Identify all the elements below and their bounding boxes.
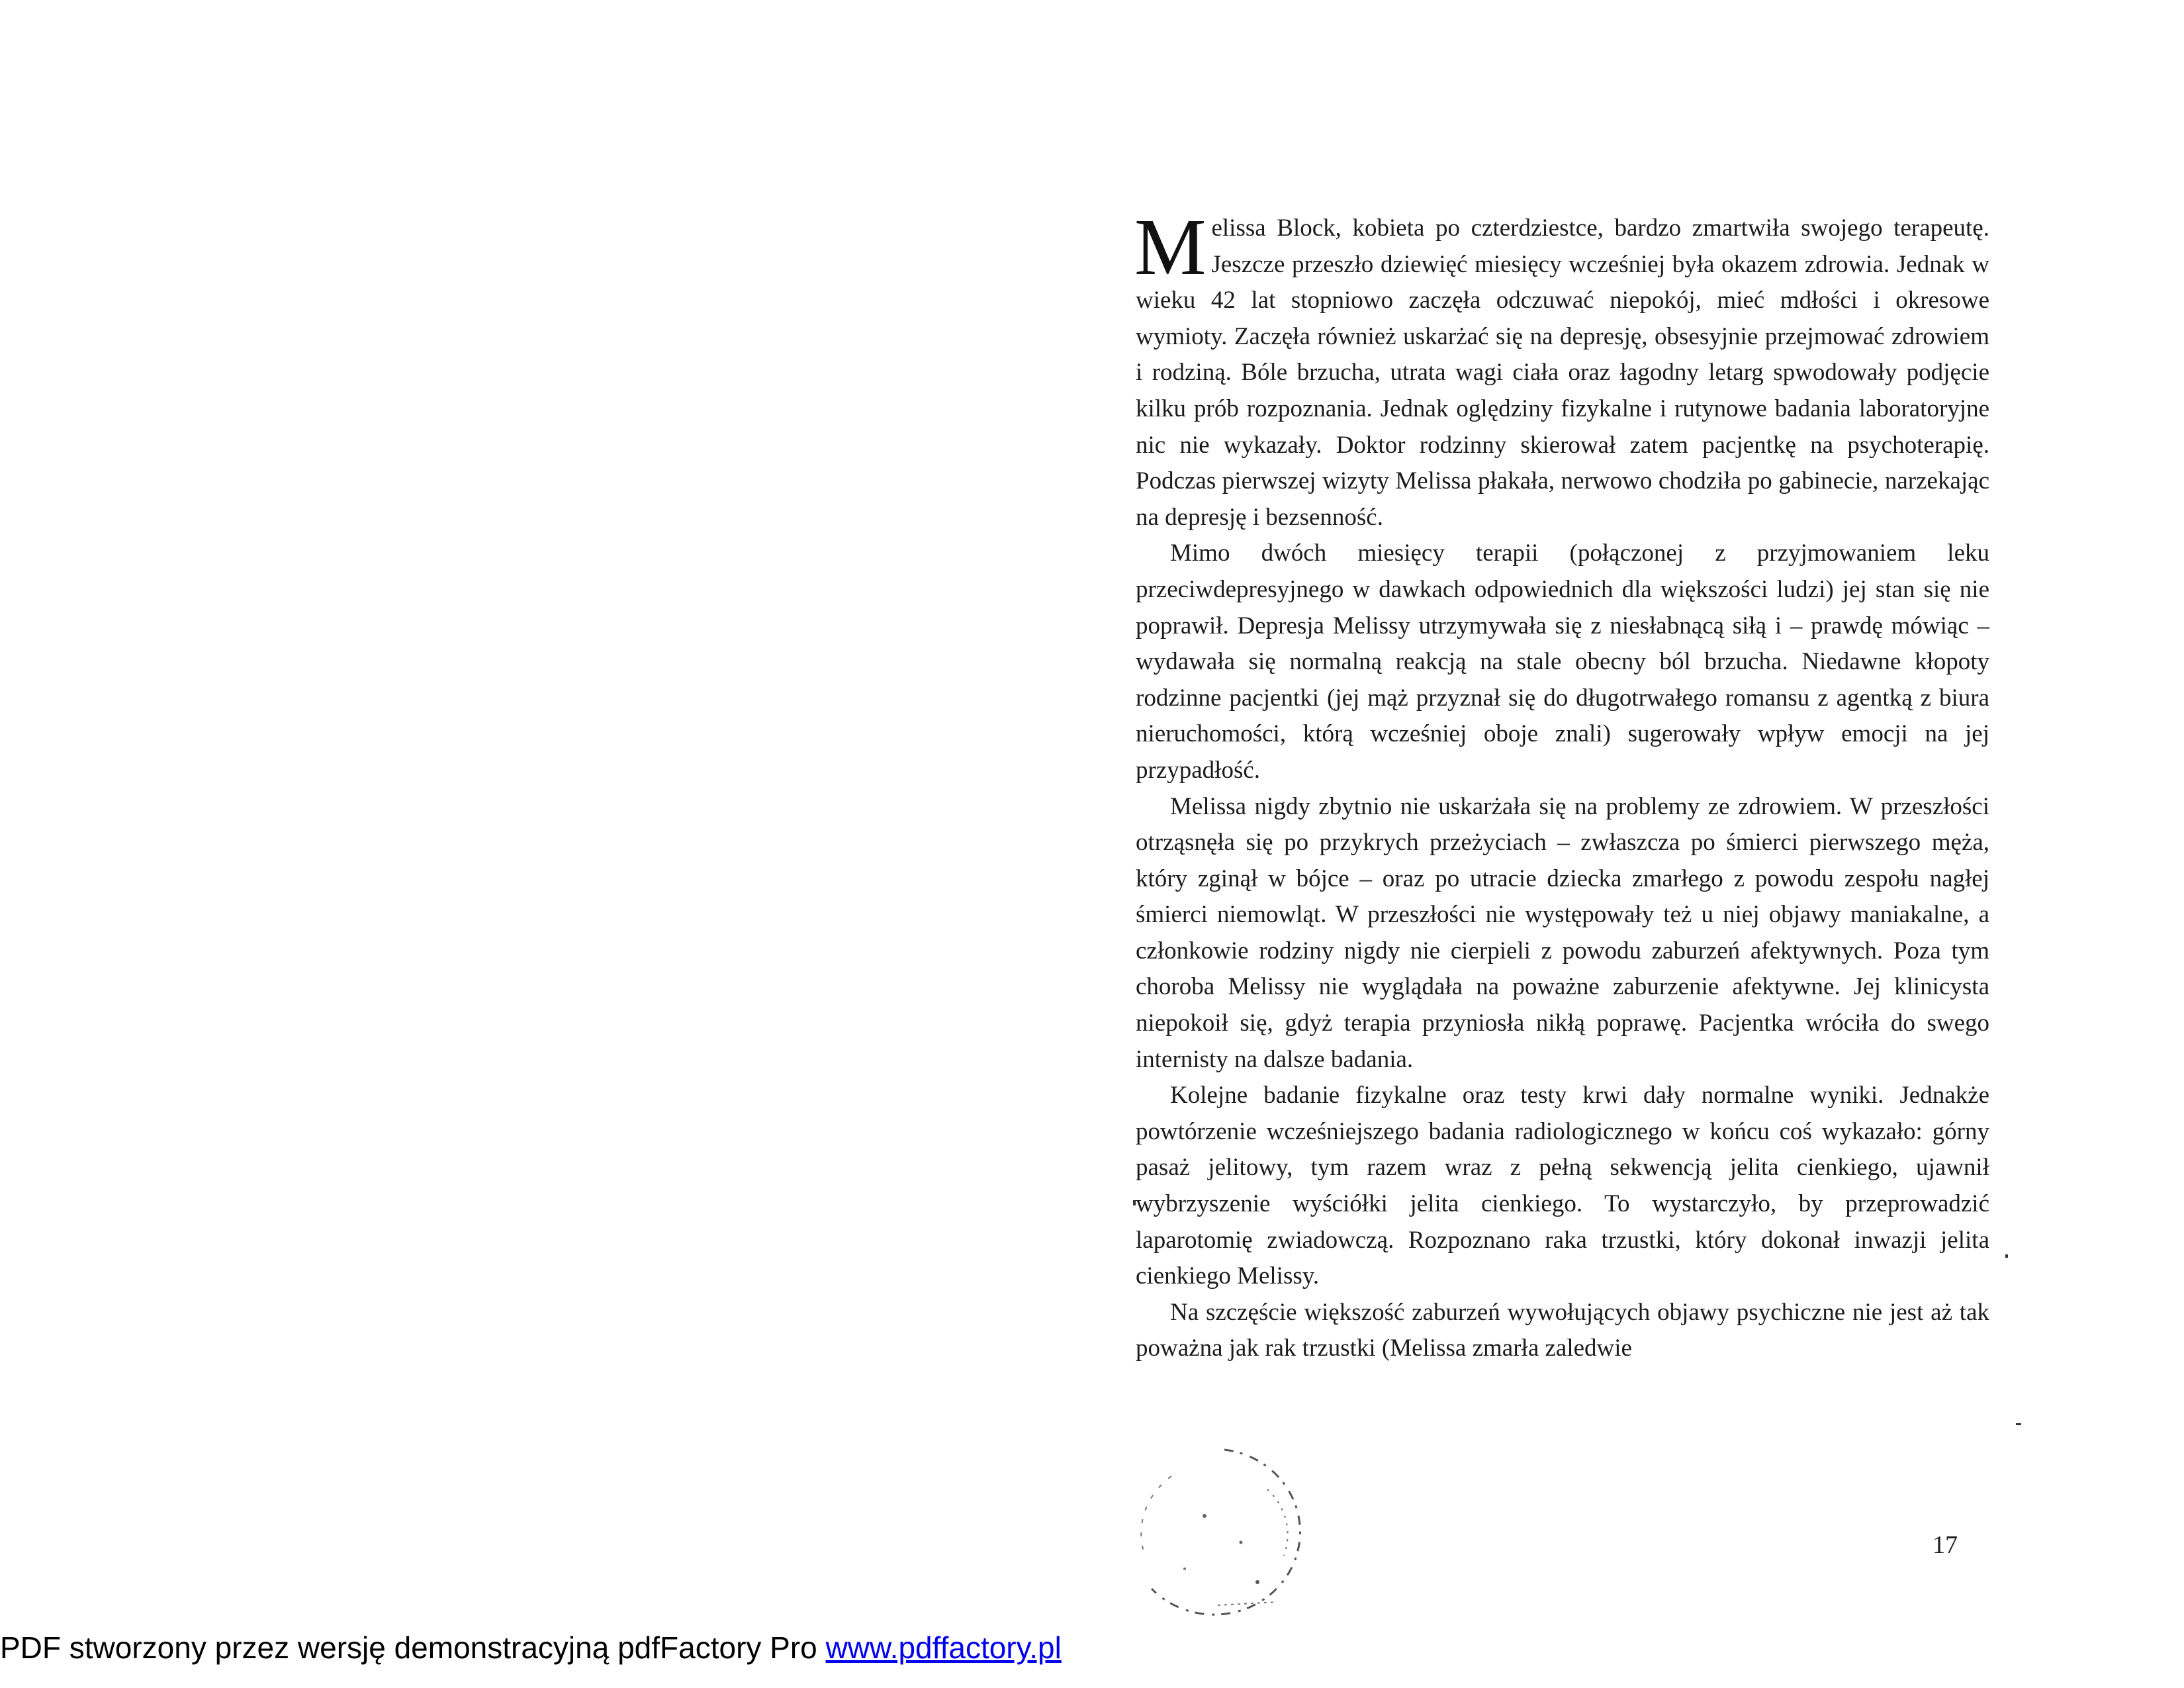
footer-link[interactable]: www.pdffactory.pl <box>825 1630 1062 1665</box>
book-page-text <box>1134 203 1989 1367</box>
paragraph-1 <box>1134 203 1989 536</box>
library-stamp-mark <box>1125 1436 1337 1628</box>
margin-speck <box>2005 1254 2008 1258</box>
footer-text: PDF stworzony przez wersję demonstracyjną pdfFactory Pro <box>0 1630 826 1665</box>
margin-speck <box>2016 1423 2021 1425</box>
paragraph-4: Kolejne badanie fizykalne oraz testy krwi dały normalne wyniki. Jednakże powtórzenie wcześniejszego badania radiologicznego w końcu coś wykazało: górny pasaż jelitowy, tym razem wraz z pełną sekwencją jelita cienkiego, ujawnił wybrzyszenie wyściółki jelita cienkiego. To wystarczyło, by przeprowadzić laparotomię zwiadowczą. Rozpoznano raka trzustki, który dokonał inwazji jelita cienkiego Melissy. <box>1136 1082 1989 1290</box>
margin-speck <box>1133 1200 1136 1205</box>
paragraph-3: Melissa nigdy zbytnio nie uskarżała się na problemy ze zdrowiem. W przeszłości otrząsnęła się po przykrych przeżyciach – zwłaszcza po śmierci pierwszego męża, który zginął w bójce – oraz po utracie dziecka zmarłego z powodu zespołu nagłej śmierci niemowląt. W przeszłości nie występowały też u niej objawy maniakalne, a członkowie rodziny nigdy nie cierpieli z powodu zaburzeń afektywnych. Poza tym choroba Melissy nie wyglądała na poważne zaburzenie afektywne. Jej klinicysta niepokoił się, gdyż terapia przyniosła nikłą poprawę. Pacjentka wróciła do swego internisty na dalsze badania. <box>1136 792 1989 1073</box>
pdf-demo-footer <box>0 1630 1062 1665</box>
paragraph-5: Na szczęście większość zaburzeń wywołujących objawy psychiczne nie jest aż tak poważna jak rak trzustki (Melissa zmarła zaledwie <box>1136 1298 1989 1362</box>
page-number: 17 <box>1933 1531 1958 1559</box>
paragraph-1-text: elissa Block, kobieta po czterdziestce, bardzo zmartwiła swojego terapeutę. Jeszcze przeszło dziewięć miesięcy wcześniej była okazem zdrowia. Jednak w wieku 42 lat stopniowo zaczęła odczuwać niepokój, mieć mdłości i okresowe wymioty. Zaczęła również uskarżać się na depresję, obsesyjnie przejmować zdrowiem i rodziną. Bóle brzucha, utrata wagi ciała oraz łagodny letarg spwodowały podjęcie kilku prób rozpoznania. Jednak oględziny fizykalne i rutynowe badania laboratoryjne nic nie wykazały. Doktor rodzinny skierował zatem pacjentkę na psychoterapię. Podczas pierwszej wizyty Melissa płakała, nerwowo chodziła po gabinecie, narzekając na depresję i bezsenność. <box>1136 214 1989 531</box>
paragraph-2: Mimo dwóch miesięcy terapii (połączonej z przyjmowaniem leku przeciwdepresyjnego w dawkach odpowiednich dla większości ludzi) jej stan się nie poprawił. Depresja Melissy utrzymywała się z niesłabnącą siłą i – prawdę mówiąc – wydawała się normalną reakcją na stale obecny ból brzucha. Niedawne kłopoty rodzinne pacjentki (jej mąż przyznał się do długotrwałego romansu z agentką z biura nieruchomości, którą wcześniej oboje znali) sugerowały wpływ emocji na jej przypadłość. <box>1136 539 1989 784</box>
dropcap-letter: M <box>1134 203 1206 292</box>
